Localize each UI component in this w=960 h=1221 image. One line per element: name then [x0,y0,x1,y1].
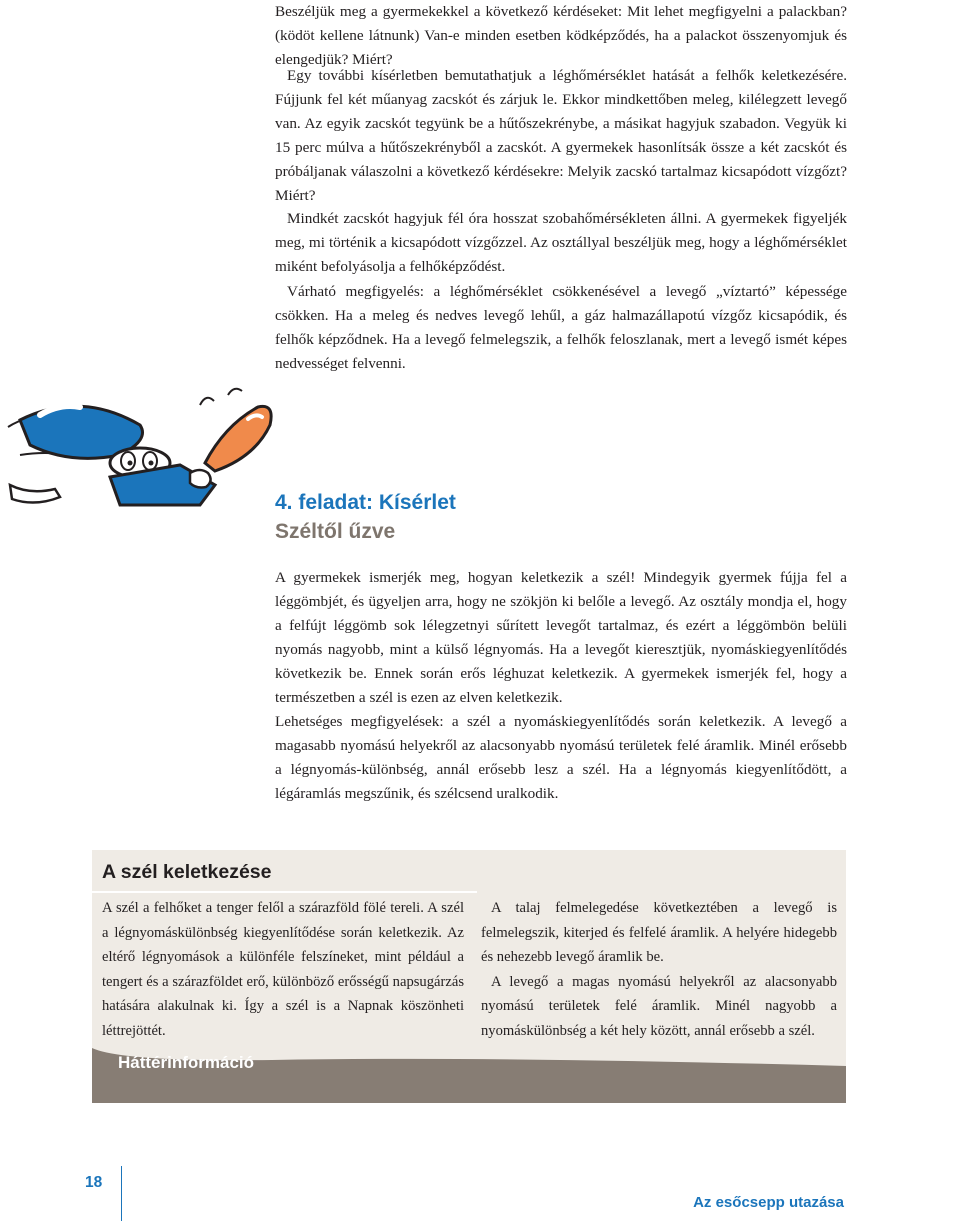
background-title: A szél keletkezése [102,861,272,883]
child-blowing-balloon-icon [0,385,275,520]
page-number: 18 [85,1174,103,1191]
background-paragraph: A szél a felhőket a tenger felől a szárazföld fölé tereli. A szél a légnyomáskülönbség kiegyenlítődése során keletkezik. Az eltérő légnyomások a különféle felszíneket, mint például a tengert és a szárazföldet erő, különböző erősségű napsugárzás hatására alakulnak ki. Így a szél is a Napnak köszönheti léttrejöttét. [102,900,464,1039]
intro-paragraph: Beszéljük meg a gyermekekkel a következő kérdéseket: Mit lehet megfigyelni a palackban? (ködöt kellene látnunk) Van-e minden esetben ködképződés, ha a palackot összenyomjuk és elengedjük? Miért? [275,3,847,68]
page-number-divider [121,1166,122,1221]
experiment-paragraph: Egy további kísérletben bemutathatjuk a léghőmérséklet hatását a felhők keletkezésére. Fújjunk fel két műanyag zacskót és zárjuk le. Ekkor mindkettőben meleg, kilélegzett levegő van. Az egyik zacskót tegyünk be a hűtőszekrénybe, a másikat hagyjuk szabadon. Vegyük ki 15 perc múlva a hűtőszekrényből a zacskót. A gyermekek hasonlítsák össze a két zacskót és próbáljanak válaszolni a következő kérdésekre: Melyik zacskó tartalmaz kicsapódott vízgőzt? Miért? [275,67,847,204]
background-tab-label: Háttérinformáció [118,1053,255,1072]
task-title: 4. feladat: Kísérlet [275,491,456,514]
background-right-column [481,896,837,1043]
background-paragraph: A talaj felmelegedése következtében a levegő is felmelegszik, kiterjed és felfelé áramlik. A helyére hidegebb és nehezebb levegő áramlik be. [481,900,837,965]
expected-observation-paragraph: Várható megfigyelés: a léghőmérséklet csökkenésével a levegő „víztartó” képessége csökken. Ha a meleg és nedves levegő lehűl, a gáz halmazállapotú vízgőz kicsapódik, és felhők képződnek. Ha a levegő felmelegszik, a felhők feloszlanak, mert a levegő ismét képes nedvességet felvenni. [275,283,847,372]
task-observation-paragraph: Lehetséges megfigyelések: a szél a nyomáskiegyenlítődés során keletkezik. A levegő a magasabb nyomású helyekről az alacsonyabb nyomású területek felé áramlik. Minél erősebb a légnyomás-különbség, annál erősebb lesz a szél. Ha a légnyomás kiegyenlítődött, a légáramlás megszűnik, és szélcsend uralkodik. [275,713,847,802]
task-paragraph: A gyermekek ismerjék meg, hogyan keletkezik a szél! Mindegyik gyermek fújja fel a léggömbjét, és ügyeljen arra, hogy ne szökjön ki belőle a levegő. Az osztály mondja el, hogy a felfújt léggömb sok lélegzetnyi sűrített levegőt tartalmaz, és ezért a léggömbön belüli nyomás nagyobb, mint a külső légnyomás. Ha a levegőt kieresztjük, nyomáskiegyenlítődés következik be. Ennek során erős léghuzat keletkezik. A gyermekek ismerjék fel, hogy a természetben a szél is ezen az elven keletkezik. [275,569,847,706]
observation-paragraph: Mindkét zacskót hagyjuk fél óra hosszat szobahőmérsékleten állni. A gyermekek figyeljék meg, mi történik a kicsapódott vízgőzzel. Az osztállyal beszéljük meg, hogy a léghőmérséklet miként befolyásolja a felhőképződést. [275,210,847,275]
task-subtitle: Széltől űzve [275,520,396,543]
book-title: Az esőcsepp utazása [693,1194,844,1211]
divider [92,891,477,893]
background-left-column [102,896,464,1043]
background-paragraph: A levegő a magas nyomású helyekről az alacsonyabb nyomású területek felé áramlik. Minél nagyobb a nyomáskülönbség a két hely között, annál erősebb a szél. [481,973,837,1039]
